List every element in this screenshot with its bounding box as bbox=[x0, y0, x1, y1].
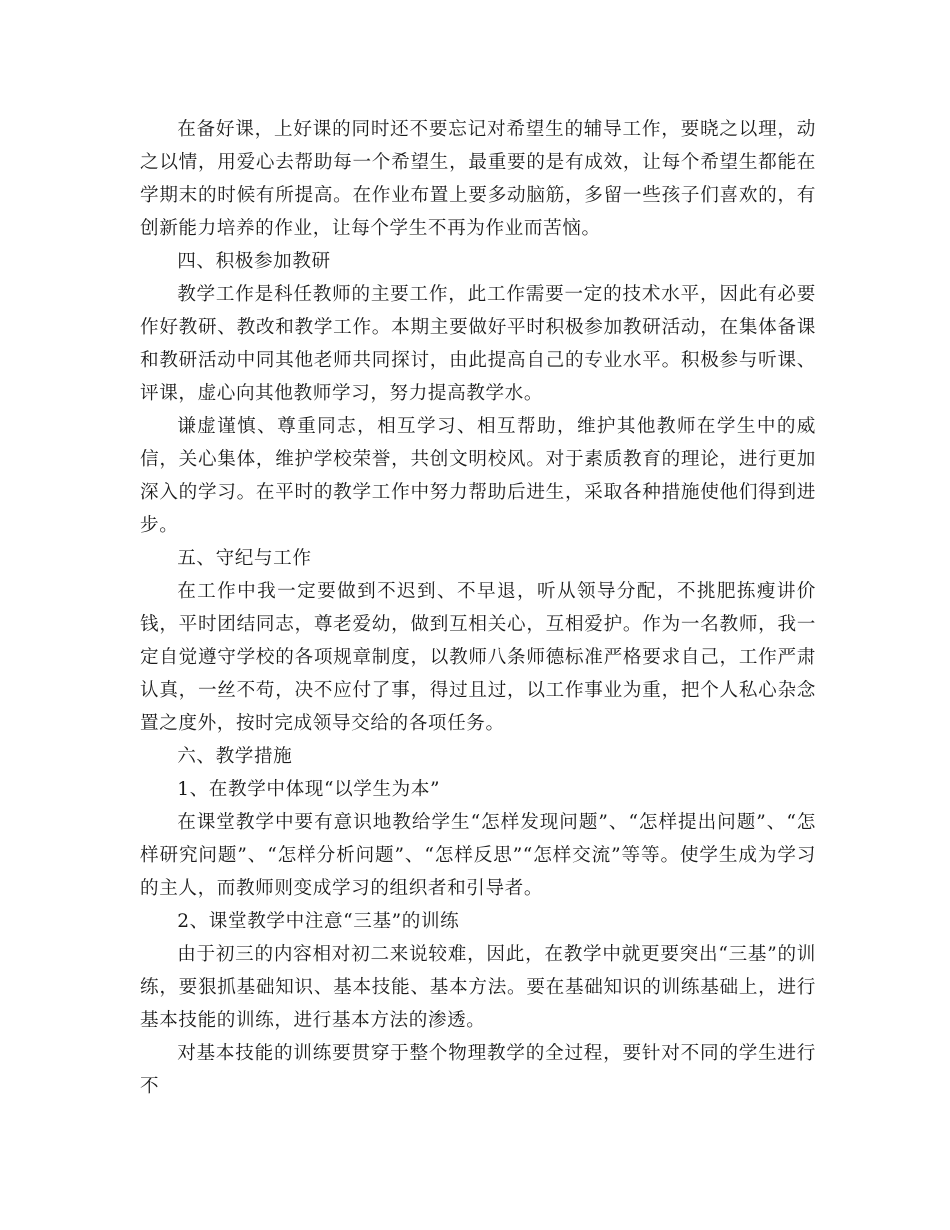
section-heading-discipline: 五、守纪与工作 bbox=[177, 548, 312, 569]
paragraph-student-centered: 在课堂教学中要有意识地教给学生“怎样发现问题”、“怎样提出问题”、“怎样研究问题”、“怎样分析问题”、“怎样反思”“怎样交流”等等。使学生成为学习的主人，而教师则变成学习的组织者和引导者。 bbox=[140, 812, 816, 899]
subheading-student-centered: 1、在教学中体现“以学生为本” bbox=[177, 779, 441, 800]
section-heading-measures: 六、教学措施 bbox=[177, 746, 293, 767]
subheading-three-basics: 2、课堂教学中注意“三基”的训练 bbox=[177, 911, 460, 932]
paragraph-tutoring: 在备好课，上好课的同时还不要忘记对希望生的辅导工作，要晓之以理，动之以情，用爱心去帮助每一个希望生，最重要的是有成效，让每个希望生都能在学期末的时候有所提高。在作业布置上要多动脑筋，多留一些孩子们喜欢的，有创新能力培养的作业，让每个学生不再为作业而苦恼。 bbox=[140, 119, 816, 239]
paragraph-three-basics: 由于初三的内容相对初二来说较难，因此，在教学中就更要突出“三基”的训练，要狠抓基础知识、基本技能、基本方法。要在基础知识的训练基础上，进行基本技能的训练，进行基本方法的渗透。 bbox=[140, 944, 816, 1031]
document-body bbox=[140, 113, 816, 1103]
section-heading-research: 四、积极参加教研 bbox=[177, 251, 331, 272]
paragraph-research: 教学工作是科任教师的主要工作，此工作需要一定的技术水平，因此有必要作好教研、教改和教学工作。本期主要做好平时积极参加教研活动，在集体备课和教研活动中同其他老师共同探讨，由此提高自己的专业水平。积极参与听课、评课，虚心向其他教师学习，努力提高教学水。 bbox=[140, 284, 816, 404]
paragraph-collegiality: 谦虚谨慎、尊重同志，相互学习、相互帮助，维护其他教师在学生中的威信，关心集体，维护学校荣誉，共创文明校风。对于素质教育的理论，进行更加深入的学习。在平时的教学工作中努力帮助后进生，采取各种措施使他们得到进步。 bbox=[140, 416, 816, 536]
paragraph-skills-training: 对基本技能的训练要贯穿于整个物理教学的全过程，要针对不同的学生进行不 bbox=[140, 1043, 816, 1097]
paragraph-discipline: 在工作中我一定要做到不迟到、不早退，听从领导分配，不挑肥拣瘦讲价钱，平时团结同志，尊老爱幼，做到互相关心，互相爱护。作为一名教师，我一定自觉遵守学校的各项规章制度，以教师八条师德标准严格要求自己，工作严肃认真，一丝不苟，决不应付了事，得过且过，以工作事业为重，把个人私心杂念置之度外，按时完成领导交给的各项任务。 bbox=[140, 581, 816, 734]
